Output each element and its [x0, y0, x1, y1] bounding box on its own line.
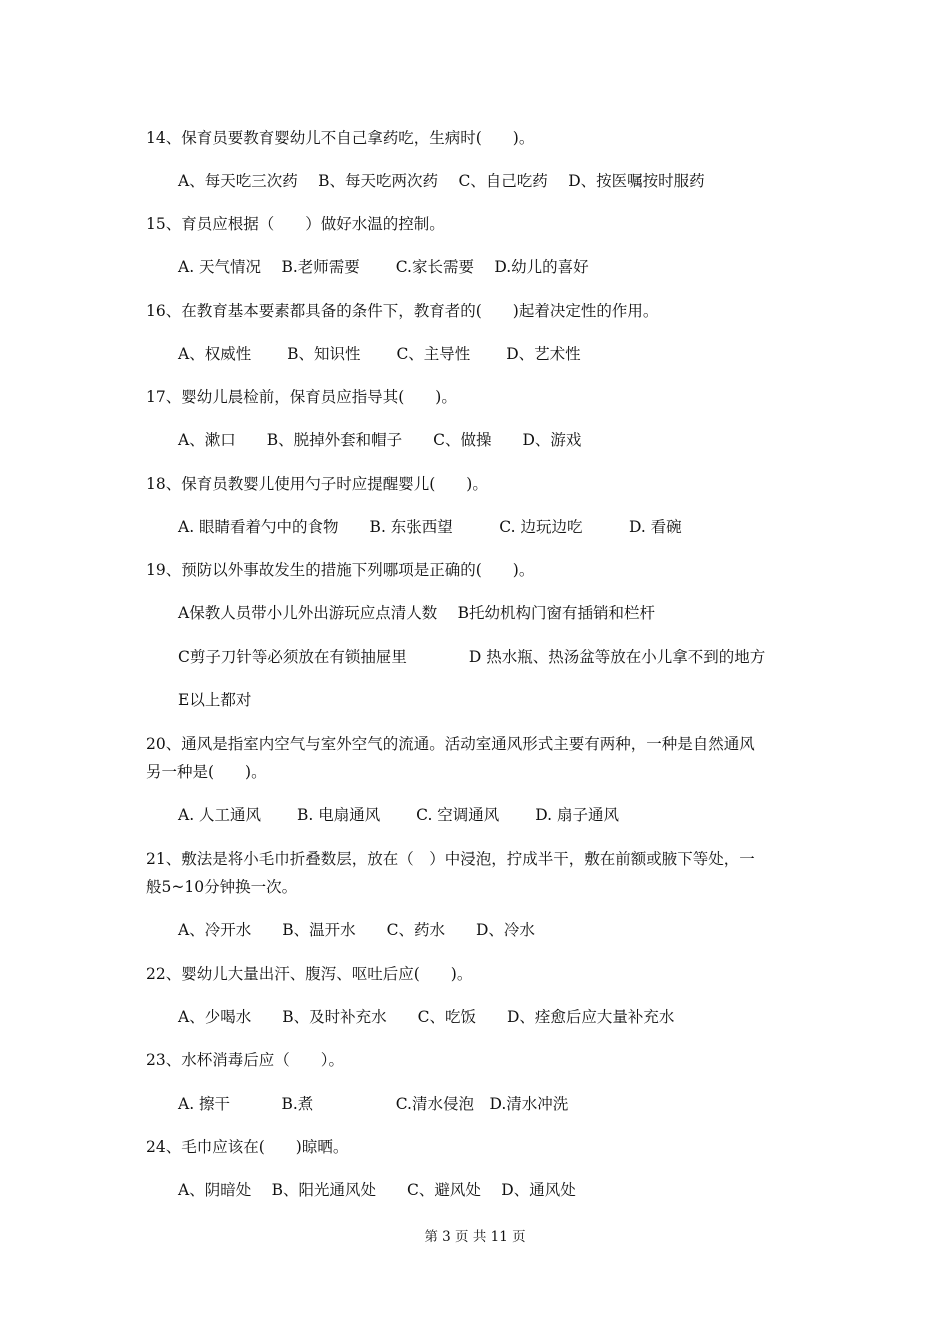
- question-22-options: A、少喝水 B、及时补充水 C、吃饭 D、痊愈后应大量补充水: [178, 1008, 675, 1026]
- question-18-stem: 18、保育员教婴儿使用勺子时应提醒婴儿( )。: [146, 475, 488, 493]
- question-17-options: A、漱口 B、脱掉外套和帽子 C、做操 D、游戏: [178, 431, 582, 449]
- question-23-options: A. 擦干 B.煮 C.清水侵泡 D.清水冲洗: [178, 1095, 569, 1113]
- question-15-options: A. 天气情况 B.老师需要 C.家长需要 D.幼儿的喜好: [178, 258, 589, 276]
- question-15-stem: 15、育员应根据（ ）做好水温的控制。: [146, 215, 445, 233]
- question-21-stem-line-1: 21、敷法是将小毛巾折叠数层，放在（ ）中浸泡，拧成半干，敷在前额或腋下等处，一: [146, 850, 755, 868]
- question-24-stem: 24、毛巾应该在( )晾晒。: [146, 1138, 349, 1156]
- question-19-option-e: E以上都对: [178, 691, 252, 709]
- question-20-stem-line-1: 20、通风是指室内空气与室外空气的流通。活动室通风形式主要有两种，一种是自然通风: [146, 735, 755, 753]
- question-24-options: A、阴暗处 B、阳光通风处 C、避风处 D、通风处: [178, 1181, 576, 1199]
- question-16-options: A、权威性 B、知识性 C、主导性 D、艺术性: [178, 345, 581, 363]
- question-17-stem: 17、婴幼儿晨检前，保育员应指导其( )。: [146, 388, 457, 406]
- page-number: 第 3 页 共 11 页: [424, 1229, 526, 1245]
- question-14-stem: 14、保育员要教育婴幼儿不自己拿药吃，生病时( )。: [146, 129, 535, 147]
- question-18-options: A. 眼睛看着勺中的食物 B. 东张西望 C. 边玩边吃 D. 看碗: [178, 518, 682, 536]
- question-20-stem-line-2: 另一种是( )。: [146, 763, 267, 781]
- question-16-stem: 16、在教育基本要素都具备的条件下，教育者的( )起着决定性的作用。: [146, 302, 659, 320]
- question-19-option-cd: C剪子刀针等必须放在有锁抽屉里 D 热水瓶、热汤盆等放在小儿拿不到的地方: [178, 648, 766, 666]
- question-23-stem: 23、水杯消毒后应（ ）。: [146, 1051, 344, 1069]
- question-22-stem: 22、婴幼儿大量出汗、腹泻、呕吐后应( )。: [146, 965, 473, 983]
- question-21-options: A、冷开水 B、温开水 C、药水 D、冷水: [178, 921, 535, 939]
- question-14-options: A、每天吃三次药 B、每天吃两次药 C、自己吃药 D、按医嘱按时服药: [178, 172, 705, 190]
- question-20-options: A. 人工通风 B. 电扇通风 C. 空调通风 D. 扇子通风: [178, 806, 619, 824]
- question-19-option-ab: A保教人员带小儿外出游玩应点清人数 B托幼机构门窗有插销和栏杆: [178, 604, 656, 622]
- question-19-stem: 19、预防以外事故发生的措施下列哪项是正确的( )。: [146, 561, 535, 579]
- question-21-stem-line-2: 般5~10分钟换一次。: [146, 878, 298, 896]
